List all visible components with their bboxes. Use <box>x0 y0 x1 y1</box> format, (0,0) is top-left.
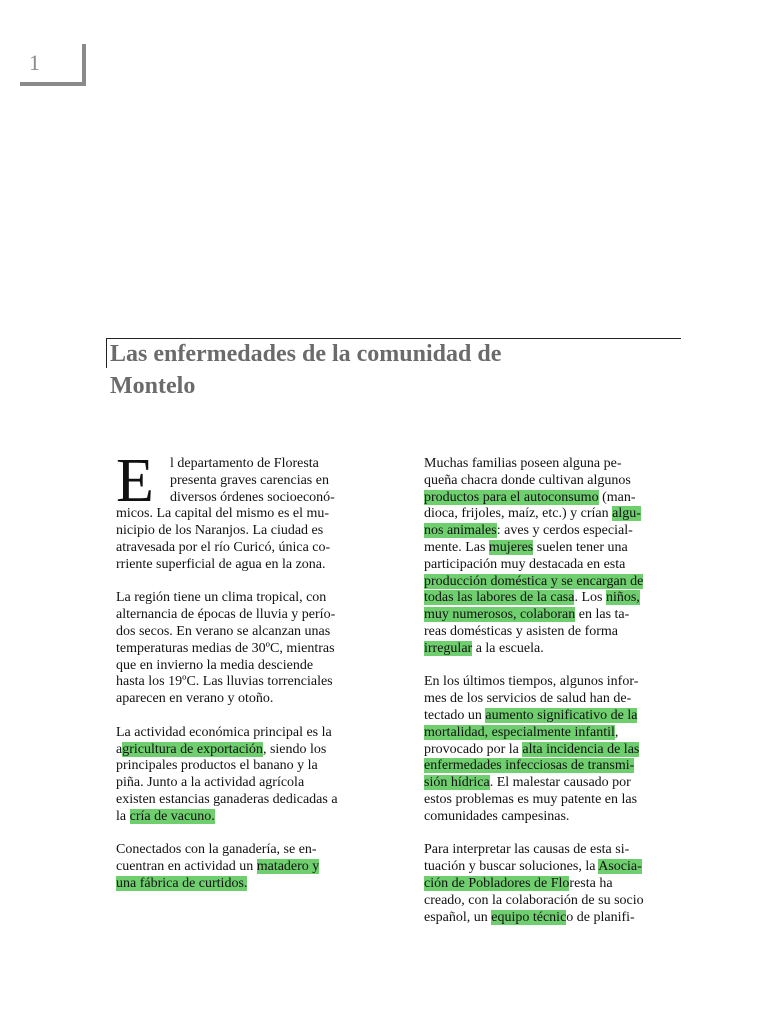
text-line: Muchas familias poseen alguna pe- <box>424 456 622 471</box>
left-column <box>116 447 366 910</box>
text-line: participación muy destacada en esta <box>424 556 626 572</box>
text-line <box>424 574 674 591</box>
text-line: creado, con la colaboración de su socio <box>424 892 644 908</box>
text-run: resta ha <box>569 875 613 891</box>
text-line <box>424 506 674 523</box>
text-line <box>424 876 674 893</box>
text-line: La región tiene un clima tropical, con <box>116 590 327 606</box>
highlighted-phrase: aumento significativo de la <box>485 707 638 723</box>
paragraph-economy <box>116 725 366 826</box>
text-line <box>424 523 674 540</box>
text-line: existen estancias ganaderas dedicadas a <box>116 791 338 807</box>
highlighted-phrase: gricultura de exportación <box>122 741 263 757</box>
text-line <box>424 641 674 658</box>
right-column <box>424 456 674 943</box>
highlighted-phrase: algu- <box>612 506 641 522</box>
highlighted-phrase: nos animales <box>424 523 497 539</box>
highlighted-phrase: producción doméstica y se encargan de <box>424 573 644 589</box>
highlighted-phrase: Asocia- <box>598 859 642 875</box>
text-line: Conectados con la ganadería, se en- <box>116 842 317 858</box>
text-line: temperaturas medias de 30ºC, mientras <box>116 640 335 656</box>
title-rule-left <box>106 338 107 368</box>
text-line: que en invierno la media desciende <box>116 657 314 673</box>
text-run: tuación y buscar soluciones, la <box>424 859 599 875</box>
text-run: a la escuela. <box>472 640 544 656</box>
text-run: mente. Las <box>424 539 489 555</box>
highlighted-phrase: productos para el autoconsumo <box>424 489 599 505</box>
text-run: español, un <box>424 909 492 925</box>
text-line <box>424 490 674 507</box>
page-number: 1 <box>29 50 40 75</box>
highlighted-phrase: irregular <box>424 640 473 656</box>
text-line: dos secos. En verano se alcanzan unas <box>116 623 331 639</box>
text-line <box>424 742 674 759</box>
text-line: En los últimos tiempos, algunos infor- <box>424 674 639 690</box>
text-run: cuentran en actividad un <box>116 859 257 875</box>
text-line: queña chacra donde cultivan algunos <box>424 472 631 488</box>
title-line: Las enfermedades de la comunidad de <box>110 341 502 367</box>
text-line: alternancia de épocas de lluvia y perío- <box>116 607 336 623</box>
text-run: la <box>116 808 130 824</box>
paragraph-industry <box>116 842 366 892</box>
drop-cap: E <box>116 447 154 515</box>
title-line: Montelo <box>110 373 196 399</box>
text-line: diversos órdenes socioeconó- <box>170 489 335 505</box>
highlighted-phrase: enfermedades infecciosas de transmi- <box>424 758 635 774</box>
text-line: atravesada por el río Curicó, única co- <box>116 539 331 555</box>
text-run: tectado un <box>424 707 486 723</box>
highlighted-phrase: mortalidad, especialmente infantil <box>424 724 615 740</box>
highlighted-phrase: ción de Pobladores de Flo <box>424 875 570 891</box>
text-run: , <box>614 724 619 740</box>
text-line <box>424 725 674 742</box>
text-line: comunidades campesinas. <box>424 808 570 824</box>
article-title <box>110 338 650 402</box>
paragraph-climate <box>116 590 366 708</box>
text-line <box>116 809 366 826</box>
paragraph-intro <box>116 447 366 574</box>
paragraph-families <box>424 456 674 658</box>
text-run: . Los <box>574 590 606 606</box>
highlighted-phrase: sión hídrica <box>424 775 490 791</box>
text-line: piña. Junto a la actividad agrícola <box>116 775 305 791</box>
highlighted-phrase: niños, <box>605 590 640 606</box>
text-line: l departamento de Floresta <box>170 456 319 471</box>
text-line: mes de los servicios de salud han de- <box>424 691 632 707</box>
highlighted-phrase: matadero y <box>256 859 320 875</box>
text-line <box>424 775 674 792</box>
text-line: Para interpretar las causas de esta si- <box>424 842 630 858</box>
text-run: en las ta- <box>575 607 630 623</box>
text-line <box>116 742 366 759</box>
text-run: , siendo los <box>262 741 327 757</box>
text-run: o de planifi- <box>566 909 635 925</box>
highlighted-phrase: mujeres <box>488 539 534 555</box>
text-line <box>116 876 366 893</box>
text-line: reas domésticas y asisten de forma <box>424 623 618 639</box>
text-line <box>424 607 674 624</box>
text-line: rriente superficial de agua en la zona. <box>116 556 326 572</box>
text-run: dioca, frijoles, maíz, etc.) y crían <box>424 506 613 522</box>
text-line: hasta los 19ºC. Las lluvias torrenciales <box>116 674 333 690</box>
paragraph-association <box>424 842 674 926</box>
text-run: provocado por la <box>424 741 523 757</box>
text-line <box>116 859 366 876</box>
text-line: presenta graves carencias en <box>170 472 329 488</box>
text-line: nicipio de los Naranjos. La ciudad es <box>116 523 324 539</box>
text-line <box>424 758 674 775</box>
highlighted-phrase: cría de vacuno. <box>129 808 215 824</box>
highlighted-phrase: equipo técnic <box>491 909 567 925</box>
text-line: micos. La capital del mismo es el mu- <box>116 506 330 522</box>
text-run: a <box>116 741 123 757</box>
highlighted-phrase: una fábrica de curtidos. <box>116 875 248 891</box>
text-run: : aves y cerdos especial- <box>496 523 633 539</box>
text-run: . El malestar causado por <box>489 775 631 791</box>
text-line: principales productos el banano y la <box>116 758 318 774</box>
text-line <box>424 590 674 607</box>
text-line <box>424 708 674 725</box>
highlighted-phrase: alta incidencia de las <box>522 741 640 757</box>
text-line: La actividad económica principal es la <box>116 724 332 740</box>
text-run: suelen tener una <box>533 539 628 555</box>
text-line <box>424 540 674 557</box>
paragraph-health <box>424 674 674 825</box>
highlighted-phrase: todas las labores de la casa <box>424 590 575 606</box>
text-line: estos problemas es muy patente en las <box>424 791 638 807</box>
text-line <box>424 910 674 927</box>
text-run: (man- <box>598 489 636 505</box>
highlighted-phrase: muy numerosos, colaboran <box>424 607 576 623</box>
text-line <box>424 859 674 876</box>
text-line: aparecen en verano y otoño. <box>116 691 274 707</box>
